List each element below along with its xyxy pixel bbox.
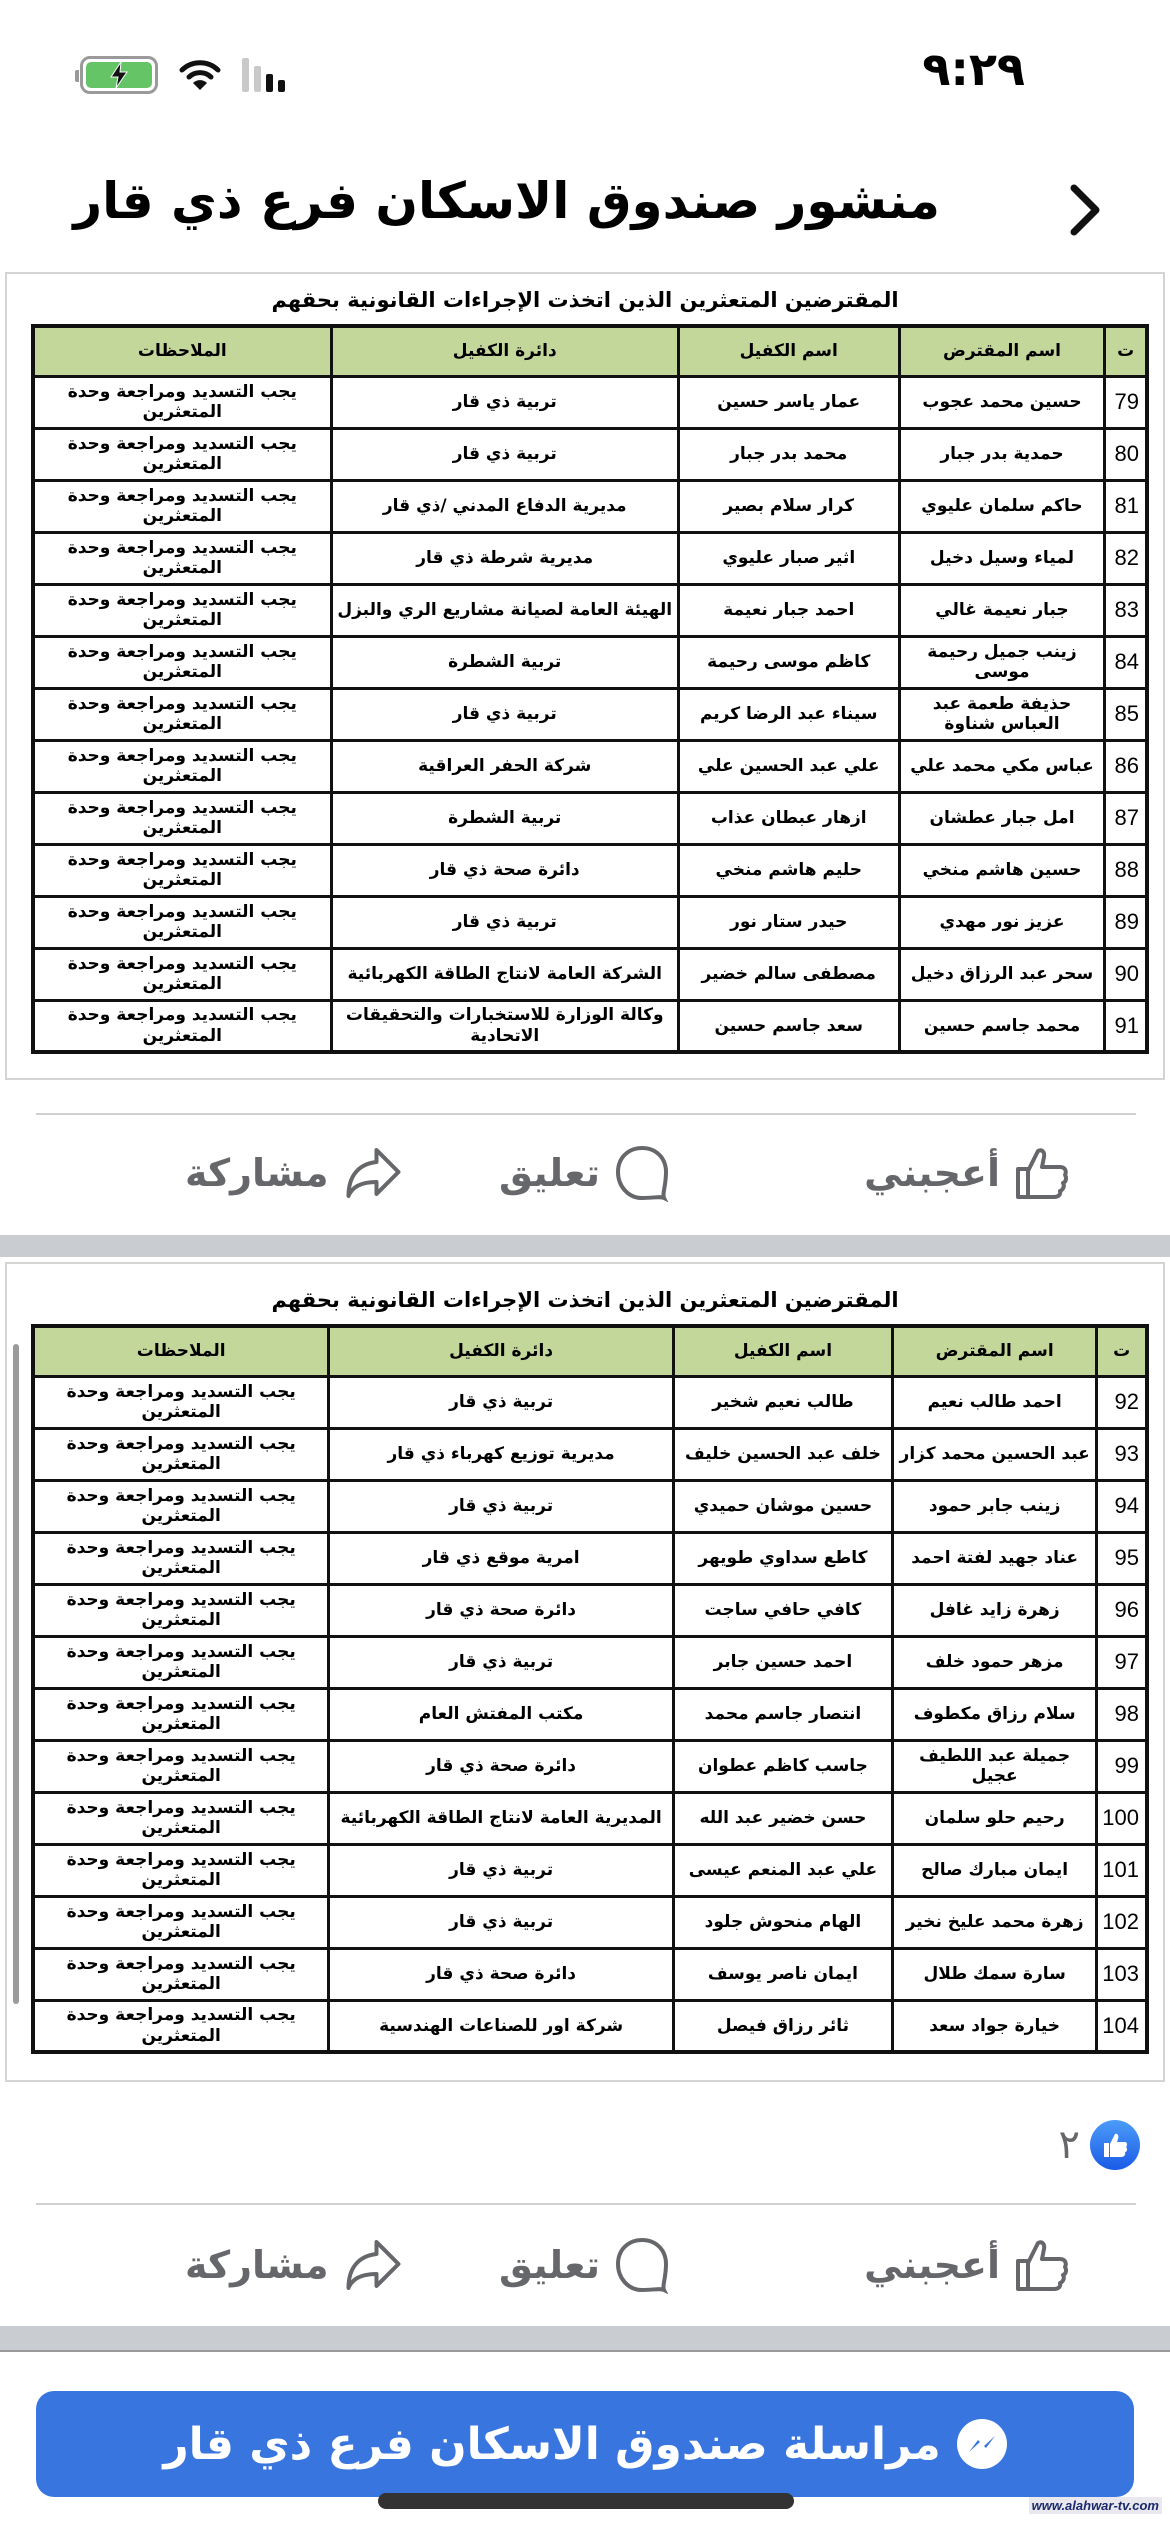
cell-number: 98 xyxy=(1097,1688,1147,1740)
post-separator xyxy=(0,1235,1170,1257)
cell-guarantor-department: دائرة صحة ذي قار xyxy=(329,1584,674,1636)
cell-number: 97 xyxy=(1097,1636,1147,1688)
cell-guarantor-department: مديرية الدفاع المدني /ذي قار xyxy=(331,480,678,532)
cell-borrower-name: حمدية بدر جبار xyxy=(899,428,1105,480)
table-row xyxy=(33,584,1147,636)
comment-bubble-icon xyxy=(614,2236,670,2294)
table-header-row xyxy=(33,1326,1147,1376)
table-row xyxy=(33,1000,1147,1052)
cell-number: 96 xyxy=(1097,1584,1147,1636)
cell-notes: يجب التسديد ومراجعة وحدة المتعثرين xyxy=(33,1480,329,1532)
cell-guarantor-department: مديرية توزيع كهرباء ذي قار xyxy=(329,1428,674,1480)
table-row xyxy=(33,532,1147,584)
home-indicator[interactable] xyxy=(378,2493,794,2509)
comment-label: تعليق xyxy=(499,2243,600,2287)
col-header-guarantor: اسم الكفيل xyxy=(673,1326,892,1376)
cell-number: 85 xyxy=(1105,688,1147,740)
cell-borrower-name: سارة سمك طلال xyxy=(893,1948,1097,2000)
cell-number: 99 xyxy=(1097,1740,1147,1792)
cell-guarantor-department: دائرة صحة ذي قار xyxy=(329,1740,674,1792)
cell-guarantor-department: الشركة العامة لانتاج الطاقة الكهربائية xyxy=(331,948,678,1000)
post-actions-2 xyxy=(0,2210,1170,2320)
col-header-num: ت xyxy=(1105,326,1147,376)
table-row xyxy=(33,1532,1147,1584)
col-header-notes: الملاحظات xyxy=(33,326,331,376)
post-actions-1 xyxy=(0,1118,1170,1228)
cellular-signal-icon xyxy=(242,58,285,92)
reactions-summary[interactable] xyxy=(1059,2120,1140,2170)
defaulters-table-2 xyxy=(31,1324,1149,2054)
table-row xyxy=(33,1844,1147,1896)
table-row xyxy=(33,688,1147,740)
cell-borrower-name: محمد جاسم حسين xyxy=(899,1000,1105,1052)
cell-guarantor-department: امرية موقع ذي قار xyxy=(329,1532,674,1584)
cell-borrower-name: احمد طالب نعيم xyxy=(893,1376,1097,1428)
cell-number: 95 xyxy=(1097,1532,1147,1584)
cell-borrower-name: زينب جميل رحيمة موسى xyxy=(899,636,1105,688)
cell-borrower-name: عبد الحسين محمد كزار xyxy=(893,1428,1097,1480)
cell-guarantor-name: ازهار عبطان عذاب xyxy=(678,792,899,844)
cell-guarantor-name: اثير صبار عليوي xyxy=(678,532,899,584)
cell-guarantor-department: تربية ذي قار xyxy=(329,1896,674,1948)
col-header-borrower: اسم المقترض xyxy=(899,326,1105,376)
cell-borrower-name: عزيز نور مهدي xyxy=(899,896,1105,948)
cell-number: 104 xyxy=(1097,2000,1147,2052)
cell-guarantor-department: تربية ذي قار xyxy=(331,688,678,740)
cell-guarantor-department: تربية ذي قار xyxy=(329,1636,674,1688)
cell-guarantor-department: تربية الشطرة xyxy=(331,636,678,688)
table-row xyxy=(33,428,1147,480)
share-arrow-icon xyxy=(342,2238,402,2292)
cell-number: 89 xyxy=(1105,896,1147,948)
cell-borrower-name: حذيفة طعمة عبد العباس شناوة xyxy=(899,688,1105,740)
cell-borrower-name: زينب جابر حمود xyxy=(893,1480,1097,1532)
table-row xyxy=(33,1948,1147,2000)
cell-guarantor-name: احمد جبار نعيمة xyxy=(678,584,899,636)
cell-guarantor-department: شركة الحفر العراقية xyxy=(331,740,678,792)
cell-notes: يجب التسديد ومراجعة وحدة المتعثرين xyxy=(33,1532,329,1584)
cell-notes: يجب التسديد ومراجعة وحدة المتعثرين xyxy=(33,948,331,1000)
cell-guarantor-name: كاطع سداوي طويهر xyxy=(673,1532,892,1584)
cell-guarantor-department: تربية ذي قار xyxy=(329,1480,674,1532)
cell-guarantor-name: جاسب كاظم عطوان xyxy=(673,1740,892,1792)
cell-guarantor-name: ايمان ناصر يوسف xyxy=(673,1948,892,2000)
cell-guarantor-department: تربية ذي قار xyxy=(331,376,678,428)
table-row xyxy=(33,1688,1147,1740)
col-header-department: دائرة الكفيل xyxy=(329,1326,674,1376)
cell-notes: يجب التسديد ومراجعة وحدة المتعثرين xyxy=(33,688,331,740)
divider xyxy=(36,1113,1136,1115)
table-row xyxy=(33,844,1147,896)
cell-guarantor-name: سيناء عبد الرضا كريم xyxy=(678,688,899,740)
cell-guarantor-name: كافي حافي ساجت xyxy=(673,1584,892,1636)
cell-notes: يجب التسديد ومراجعة وحدة المتعثرين xyxy=(33,1792,329,1844)
cell-borrower-name: جبار نعيمة غالي xyxy=(899,584,1105,636)
share-button[interactable] xyxy=(185,1118,402,1228)
table-row xyxy=(33,792,1147,844)
cell-number: 93 xyxy=(1097,1428,1147,1480)
page-title: منشور صندوق الاسكان فرع ذي قار xyxy=(73,172,940,230)
cell-borrower-name: جميلة عبد اللطيف عجيل xyxy=(893,1740,1097,1792)
cell-guarantor-name: كاظم موسى رحيمة xyxy=(678,636,899,688)
document-title: المقترضين المتعثرين الذين اتخذت الإجراءات القانونية بحقهم xyxy=(271,1288,899,1312)
table-row xyxy=(33,1636,1147,1688)
cell-notes: يجب التسديد ومراجعة وحدة المتعثرين xyxy=(33,792,331,844)
cell-borrower-name: حسين محمد عجوب xyxy=(899,376,1105,428)
table-row xyxy=(33,636,1147,688)
thumbs-up-icon xyxy=(1014,1145,1070,1201)
cell-notes: يجب التسديد ومراجعة وحدة المتعثرين xyxy=(33,1428,329,1480)
cell-number: 80 xyxy=(1105,428,1147,480)
like-button[interactable] xyxy=(864,2210,1070,2320)
cell-guarantor-name: علي عبد المنعم عيسى xyxy=(673,1844,892,1896)
cell-notes: يجب التسديد ومراجعة وحدة المتعثرين xyxy=(33,896,331,948)
cell-notes: يجب التسديد ومراجعة وحدة المتعثرين xyxy=(33,1584,329,1636)
cell-notes: يجب التسديد ومراجعة وحدة المتعثرين xyxy=(33,844,331,896)
cell-notes: يجب التسديد ومراجعة وحدة المتعثرين xyxy=(33,584,331,636)
cell-guarantor-name: احمد حسين جابر xyxy=(673,1636,892,1688)
defaulters-table-1 xyxy=(31,324,1149,1054)
cell-notes: يجب التسديد ومراجعة وحدة المتعثرين xyxy=(33,1376,329,1428)
cell-number: 79 xyxy=(1105,376,1147,428)
watermark: www.alahwar-tv.com xyxy=(1029,2497,1162,2514)
message-page-button[interactable] xyxy=(36,2391,1134,2497)
cell-number: 87 xyxy=(1105,792,1147,844)
cell-guarantor-name: سعد جاسم حسين xyxy=(678,1000,899,1052)
cell-notes: يجب التسديد ومراجعة وحدة المتعثرين xyxy=(33,1896,329,1948)
like-badge-icon xyxy=(1090,2120,1140,2170)
wifi-icon xyxy=(178,58,222,92)
like-label: أعجبني xyxy=(864,2243,1000,2287)
chevron-right-icon xyxy=(1068,184,1102,236)
cell-borrower-name: مزهر حمود خلف xyxy=(893,1636,1097,1688)
status-icons xyxy=(80,56,285,94)
cell-number: 101 xyxy=(1097,1844,1147,1896)
cell-borrower-name: حسين هاشم منخي xyxy=(899,844,1105,896)
cell-borrower-name: حاكم سلمان عليوي xyxy=(899,480,1105,532)
back-button[interactable] xyxy=(1060,180,1110,240)
table-row xyxy=(33,480,1147,532)
share-button[interactable] xyxy=(185,2210,402,2320)
comment-label: تعليق xyxy=(499,1151,600,1195)
cell-notes: يجب التسديد ومراجعة وحدة المتعثرين xyxy=(33,532,331,584)
cell-guarantor-name: طالب نعيم شخير xyxy=(673,1376,892,1428)
cell-number: 86 xyxy=(1105,740,1147,792)
cell-number: 81 xyxy=(1105,480,1147,532)
comment-button[interactable] xyxy=(499,2210,670,2320)
cell-number: 100 xyxy=(1097,1792,1147,1844)
cell-guarantor-name: حسين موشان حميدي xyxy=(673,1480,892,1532)
cell-number: 91 xyxy=(1105,1000,1147,1052)
cell-guarantor-department: تربية ذي قار xyxy=(331,428,678,480)
cell-guarantor-department: مكتب المفتش العام xyxy=(329,1688,674,1740)
cell-notes: يجب التسديد ومراجعة وحدة المتعثرين xyxy=(33,1636,329,1688)
cell-guarantor-name: محمد بدر جبار xyxy=(678,428,899,480)
table-row xyxy=(33,1896,1147,1948)
cell-guarantor-department: الهيئة العامة لصيانة مشاريع الري والبزل xyxy=(331,584,678,636)
share-label: مشاركة xyxy=(185,1151,329,1195)
cell-borrower-name: زهرة زايد غافل xyxy=(893,1584,1097,1636)
cell-guarantor-name: ثائر رزاق فيصل xyxy=(673,2000,892,2052)
table-row xyxy=(33,1480,1147,1532)
cell-notes: يجب التسديد ومراجعة وحدة المتعثرين xyxy=(33,1844,329,1896)
table-row xyxy=(33,1376,1147,1428)
comment-button[interactable] xyxy=(499,1118,670,1228)
cell-number: 88 xyxy=(1105,844,1147,896)
cell-guarantor-department: شركة اور للصناعات الهندسية xyxy=(329,2000,674,2052)
cell-number: 90 xyxy=(1105,948,1147,1000)
cell-number: 94 xyxy=(1097,1480,1147,1532)
col-header-notes: الملاحظات xyxy=(33,1326,329,1376)
cell-notes: يجب التسديد ومراجعة وحدة المتعثرين xyxy=(33,2000,329,2052)
status-bar xyxy=(0,0,1170,140)
reaction-count: ٢ xyxy=(1058,2122,1080,2168)
cell-guarantor-name: علي عبد الحسين علي xyxy=(678,740,899,792)
status-time: ٩:٢٩ xyxy=(922,42,1025,96)
table-row xyxy=(33,1740,1147,1792)
scrollbar[interactable] xyxy=(13,1344,19,2004)
col-header-num: ت xyxy=(1097,1326,1147,1376)
cell-guarantor-name: مصطفى سالم خضير xyxy=(678,948,899,1000)
cell-notes: يجب التسديد ومراجعة وحدة المتعثرين xyxy=(33,428,331,480)
cell-borrower-name: ايمان مبارك صالح xyxy=(893,1844,1097,1896)
like-label: أعجبني xyxy=(864,1151,1000,1195)
cell-notes: يجب التسديد ومراجعة وحدة المتعثرين xyxy=(33,636,331,688)
cell-number: 92 xyxy=(1097,1376,1147,1428)
cell-guarantor-name: حسن خضير عبد الله xyxy=(673,1792,892,1844)
message-button-label: مراسلة صندوق الاسكان فرع ذي قار xyxy=(163,2418,941,2470)
cell-notes: يجب التسديد ومراجعة وحدة المتعثرين xyxy=(33,1688,329,1740)
cell-guarantor-name: حليم هاشم منخي xyxy=(678,844,899,896)
share-arrow-icon xyxy=(342,1146,402,1200)
bottom-separator xyxy=(0,2326,1170,2352)
cell-number: 102 xyxy=(1097,1896,1147,1948)
cell-number: 83 xyxy=(1105,584,1147,636)
cell-borrower-name: سلام رزاق مكطوف xyxy=(893,1688,1097,1740)
cell-guarantor-department: تربية ذي قار xyxy=(329,1844,674,1896)
cell-number: 103 xyxy=(1097,1948,1147,2000)
divider xyxy=(36,2203,1136,2205)
cell-guarantor-name: خلف عبد الحسين خليف xyxy=(673,1428,892,1480)
messenger-icon xyxy=(957,2419,1007,2469)
table-row xyxy=(33,948,1147,1000)
table-row xyxy=(33,1792,1147,1844)
cell-guarantor-name: انتصار جاسم محمد xyxy=(673,1688,892,1740)
post-image-1[interactable] xyxy=(5,272,1165,1080)
share-label: مشاركة xyxy=(185,2243,329,2287)
table-row xyxy=(33,2000,1147,2052)
cell-borrower-name: عباس مكي محمد علي xyxy=(899,740,1105,792)
table-row xyxy=(33,376,1147,428)
cell-guarantor-department: المديرية العامة لانتاج الطاقة الكهربائية xyxy=(329,1792,674,1844)
cell-notes: يجب التسديد ومراجعة وحدة المتعثرين xyxy=(33,1740,329,1792)
cell-guarantor-department: تربية ذي قار xyxy=(329,1376,674,1428)
cell-guarantor-department: مديرية شرطة ذي قار xyxy=(331,532,678,584)
cell-guarantor-department: وكالة الوزارة للاستخبارات والتحقيقات الاتحادية xyxy=(331,1000,678,1052)
cell-borrower-name: زهرة محمد عليخ نخير xyxy=(893,1896,1097,1948)
col-header-guarantor: اسم الكفيل xyxy=(678,326,899,376)
cell-borrower-name: عناد جهيد لفتة احمد xyxy=(893,1532,1097,1584)
cell-guarantor-department: تربية الشطرة xyxy=(331,792,678,844)
cell-notes: يجب التسديد ومراجعة وحدة المتعثرين xyxy=(33,480,331,532)
thumbs-up-icon xyxy=(1014,2237,1070,2293)
cell-number: 84 xyxy=(1105,636,1147,688)
battery-icon xyxy=(80,56,158,94)
document-title: المقترضين المتعثرين الذين اتخذت الإجراءات القانونية بحقهم xyxy=(271,288,899,312)
cell-guarantor-name: عمار ياسر حسين xyxy=(678,376,899,428)
cell-guarantor-name: حيدر ستار نور xyxy=(678,896,899,948)
like-button[interactable] xyxy=(864,1118,1070,1228)
cell-notes: يجب التسديد ومراجعة وحدة المتعثرين xyxy=(33,740,331,792)
cell-notes: يجب التسديد ومراجعة وحدة المتعثرين xyxy=(33,1000,331,1052)
cell-notes: يجب التسديد ومراجعة وحدة المتعثرين xyxy=(33,376,331,428)
table-header-row xyxy=(33,326,1147,376)
table-row xyxy=(33,740,1147,792)
post-image-2[interactable] xyxy=(5,1262,1165,2082)
cell-guarantor-department: دائرة صحة ذي قار xyxy=(329,1948,674,2000)
cell-number: 82 xyxy=(1105,532,1147,584)
cell-borrower-name: سحر عبد الرزاق دخيل xyxy=(899,948,1105,1000)
cell-guarantor-name: كرار سلام بصير xyxy=(678,480,899,532)
table-row xyxy=(33,1584,1147,1636)
cell-guarantor-department: دائرة صحة ذي قار xyxy=(331,844,678,896)
cell-borrower-name: لمياء وسيل دخيل xyxy=(899,532,1105,584)
col-header-borrower: اسم المقترض xyxy=(893,1326,1097,1376)
cell-borrower-name: امل جبار عطشان xyxy=(899,792,1105,844)
cell-borrower-name: رحيم حلو سلمان xyxy=(893,1792,1097,1844)
cell-guarantor-department: تربية ذي قار xyxy=(331,896,678,948)
cell-borrower-name: خيارة جواد سعد xyxy=(893,2000,1097,2052)
comment-bubble-icon xyxy=(614,1144,670,1202)
cell-guarantor-name: الهام منحوش جلود xyxy=(673,1896,892,1948)
table-row xyxy=(33,1428,1147,1480)
page-header xyxy=(0,150,1170,260)
table-row xyxy=(33,896,1147,948)
cell-notes: يجب التسديد ومراجعة وحدة المتعثرين xyxy=(33,1948,329,2000)
col-header-department: دائرة الكفيل xyxy=(331,326,678,376)
